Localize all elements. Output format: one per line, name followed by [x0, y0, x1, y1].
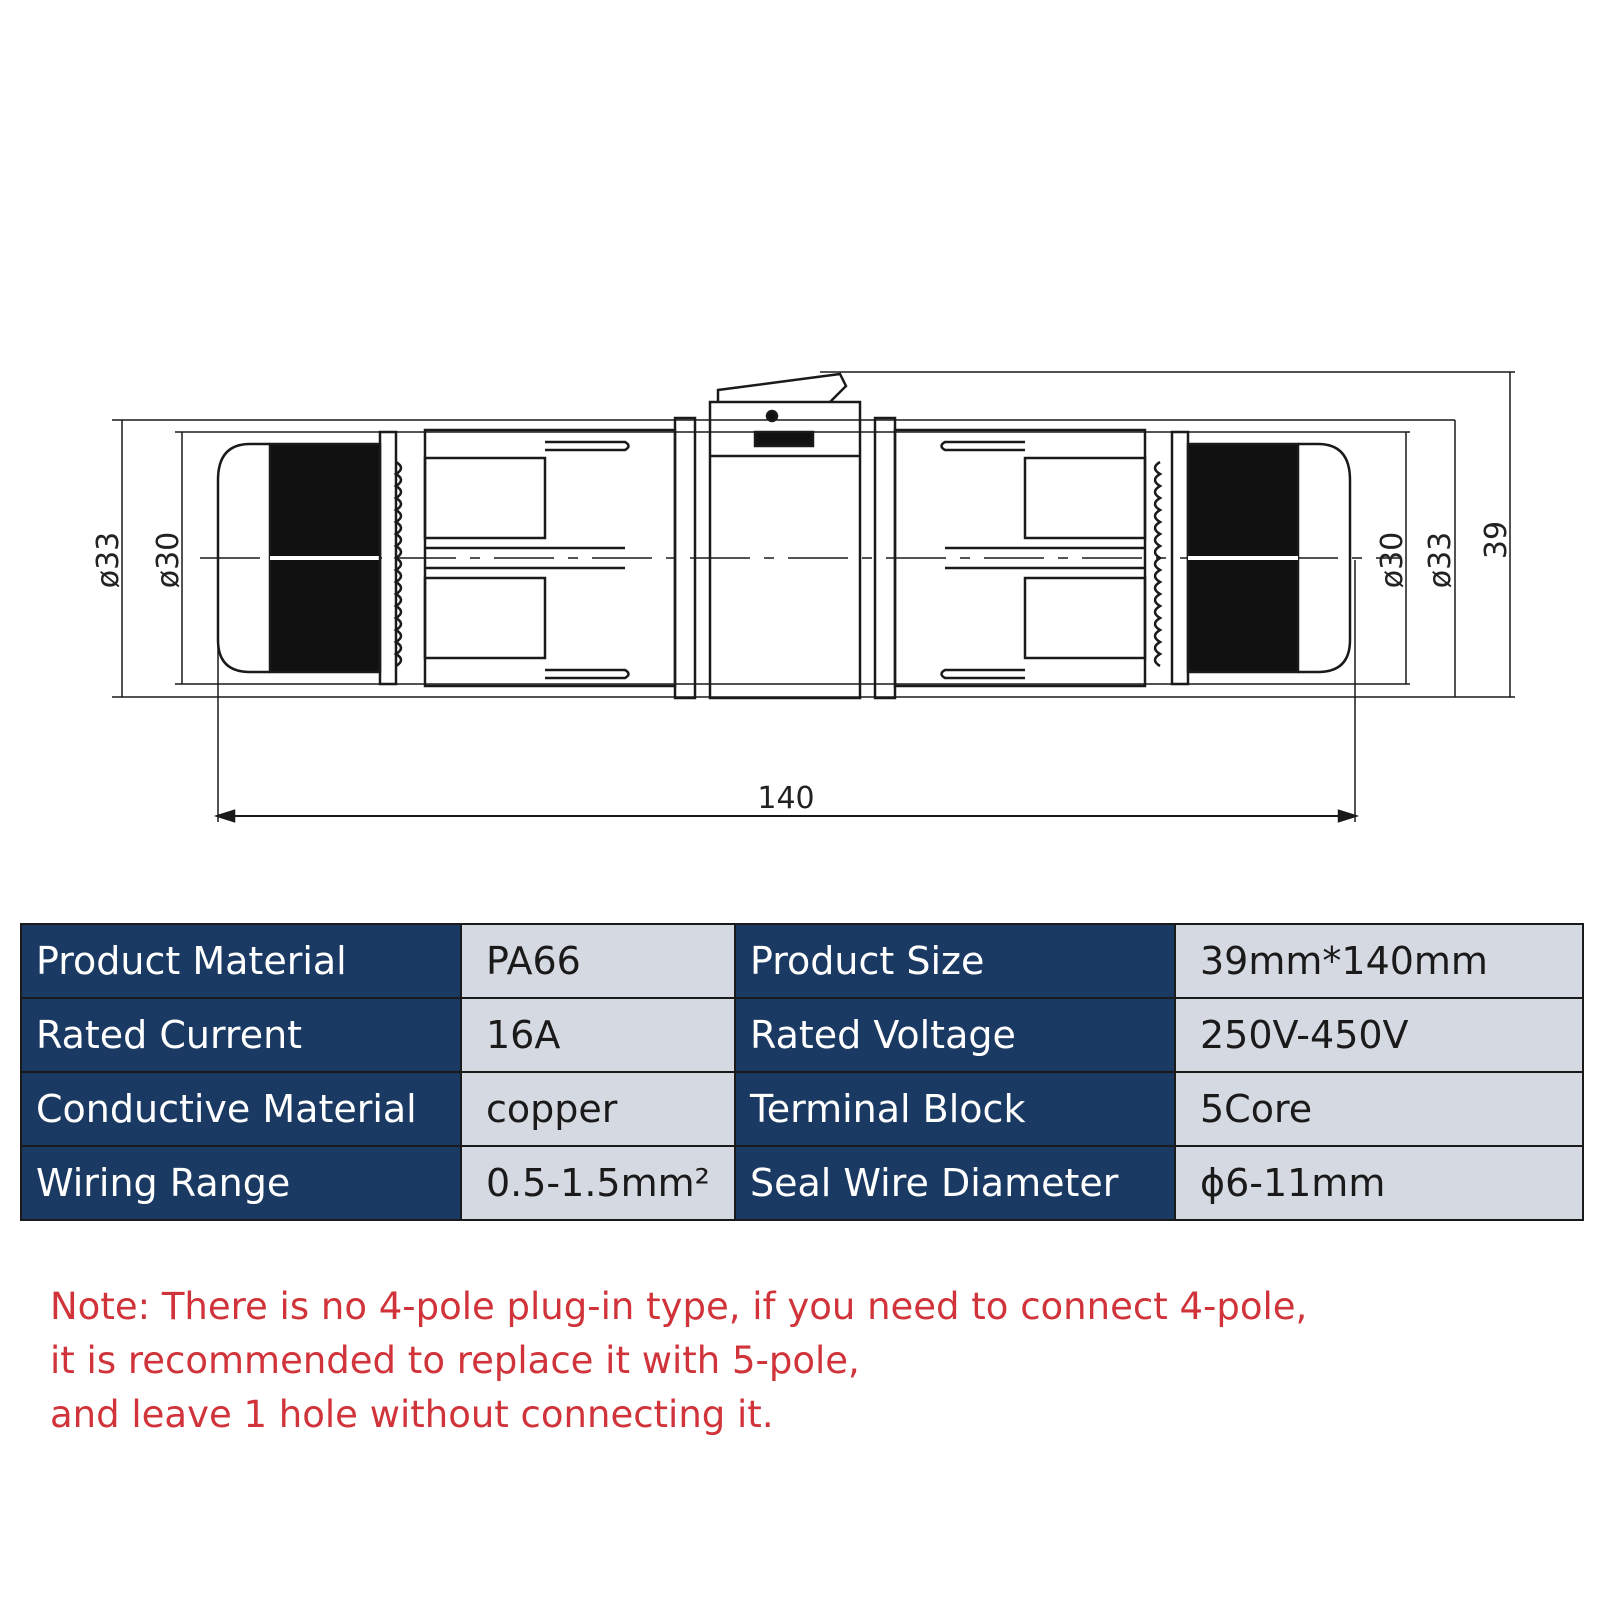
note-line: it is recommended to replace it with 5-pole,: [50, 1339, 860, 1382]
installation-note: [50, 1280, 1550, 1442]
spec-label: Rated Current: [21, 998, 461, 1072]
right-inner-diameter-label: ø30: [1375, 531, 1410, 589]
table-row: [21, 998, 1583, 1072]
spec-table: [20, 923, 1584, 1221]
table-row: [21, 1072, 1583, 1146]
table-row: [21, 1146, 1583, 1220]
spec-label: Rated Voltage: [735, 998, 1175, 1072]
spec-value: ϕ6-11mm: [1175, 1146, 1583, 1220]
spec-label: Wiring Range: [21, 1146, 461, 1220]
left-inner-diameter-label: ø30: [151, 531, 186, 589]
spec-value: 0.5-1.5mm²: [461, 1146, 735, 1220]
spec-value: 250V-450V: [1175, 998, 1583, 1072]
spec-label: Terminal Block: [735, 1072, 1175, 1146]
spec-value: 39mm*140mm: [1175, 924, 1583, 998]
height-dimension-label: 39: [1479, 520, 1514, 560]
spec-value: PA66: [461, 924, 735, 998]
right-outer-diameter-label: ø33: [1423, 531, 1458, 589]
table-row: [21, 924, 1583, 998]
spec-label: Product Size: [735, 924, 1175, 998]
note-line: and leave 1 hole without connecting it.: [50, 1393, 774, 1436]
spec-value: 16A: [461, 998, 735, 1072]
spec-value: copper: [461, 1072, 735, 1146]
spec-label: Seal Wire Diameter: [735, 1146, 1175, 1220]
note-line: Note: There is no 4-pole plug-in type, if you need to connect 4-pole,: [50, 1285, 1308, 1328]
spec-label: Product Material: [21, 924, 461, 998]
spec-label: Conductive Material: [21, 1072, 461, 1146]
left-outer-diameter-label: ø33: [91, 531, 126, 589]
length-dimension-label: 140: [757, 781, 815, 816]
spec-value: 5Core: [1175, 1072, 1583, 1146]
